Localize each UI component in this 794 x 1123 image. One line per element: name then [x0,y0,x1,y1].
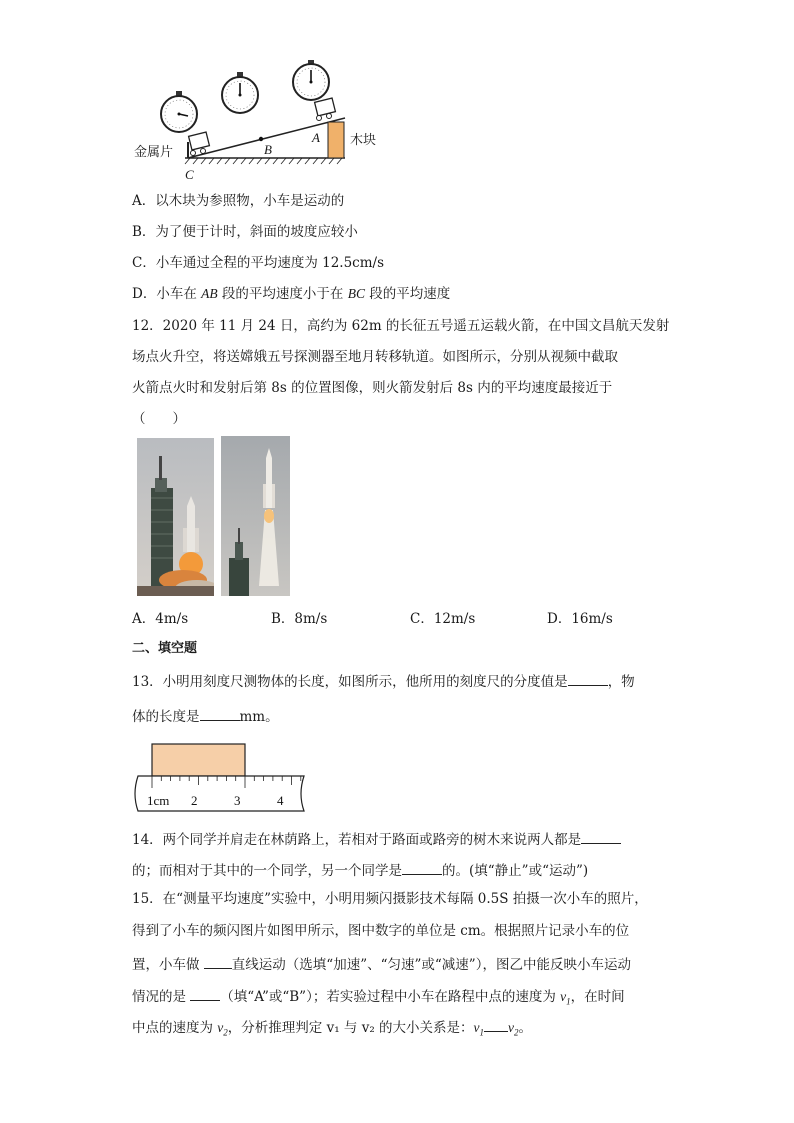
q12-line-1: 12．2020 年 11 月 24 日，高约为 62m 的长征五号遥五运载火箭，在中国文昌航天发射 [132,318,670,334]
q12-choice-d: D．16m/s [547,611,613,627]
q11-option-a: A．以木块为参照物，小车是运动的 [132,193,345,209]
wood-block [328,122,344,158]
rocket-photo-8s [221,436,290,596]
q12-choice-b: B．8m/s [271,611,328,627]
q12-choice-a: A．4m/s [132,611,189,627]
rocket-photo-ignition [137,438,214,596]
q11-option-c: C．小车通过全程的平均速度为 12.5cm/s [132,255,385,271]
label-b: B [264,142,272,157]
q15-line-4: 情况的是 （填“A”或“B”）；若实验过程中小车在路程中点的速度为 $v_1$，在时间 [132,986,625,1011]
measured-object [152,744,245,776]
q15-line-5: 中点的速度为 $v_2$，分析推理判定 v₁ 与 v₂ 的大小关系是：$v_1$ $v_2$。 [132,1017,532,1042]
q15-line-3: 置，小车做 直线运动（选填“加速”、“匀速”或“减速”），图乙中能反映小车运动 [132,954,631,974]
q13-line-2: 体的长度是 mm。 [132,706,279,726]
q11-option-d: D．小车在 AB 段的平均速度小于在 BC 段的平均速度 [132,286,451,302]
stopwatch-icon [161,91,197,132]
ruler-label-3: 3 [234,793,241,808]
q12-choice-c: C．12m/s [410,611,476,627]
stopwatch-icon [293,60,329,100]
q14-line-2: 的；而相对于其中的一个同学，另一个同学是 的。(填“静止”或“运动”) [132,860,588,880]
cart-icon [315,98,336,120]
stopwatch-icon [222,72,258,113]
q14-line-1: 14．两个同学并肩走在林荫路上，若相对于路面或路旁的树木来说两人都是 [132,829,621,849]
incline-figure [130,58,390,183]
q13-line-1: 13．小明用刻度尺测物体的长度，如图所示，他所用的刻度尺的分度值是 ，物 [132,671,635,691]
ruler-figure [132,743,308,815]
label-metal: 金属片 [134,145,174,160]
q15-line-1: 15．在“测量平均速度”实验中，小明用频闪摄影技术每隔 0.5S 拍摄一次小车的照片， [132,891,648,907]
q12-line-2: 场点火升空，将送嫦娥五号探测器至地月转移轨道。如图所示，分别从视频中截取 [132,349,618,365]
cart-icon [189,132,210,155]
label-a: A [312,130,320,145]
q12-line-3: 火箭点火时和发射后第 8s 的位置图像，则火箭发射后 8s 内的平均速度最接近于 [132,380,613,396]
ruler-label-2: 2 [191,793,198,808]
q12-line-4: （ ） [132,411,186,427]
label-wood: 木块 [350,133,377,148]
ruler-label-1cm: 1cm [147,793,170,808]
q11-option-b: B．为了便于计时，斜面的坡度应较小 [132,224,358,240]
q15-line-2: 得到了小车的频闪图片如图甲所示，图中数字的单位是 cm。根据照片记录小车的位 [132,923,630,939]
ruler-label-4: 4 [277,793,284,808]
section-title: 二、填空题 [132,641,198,656]
label-c: C [185,167,194,182]
